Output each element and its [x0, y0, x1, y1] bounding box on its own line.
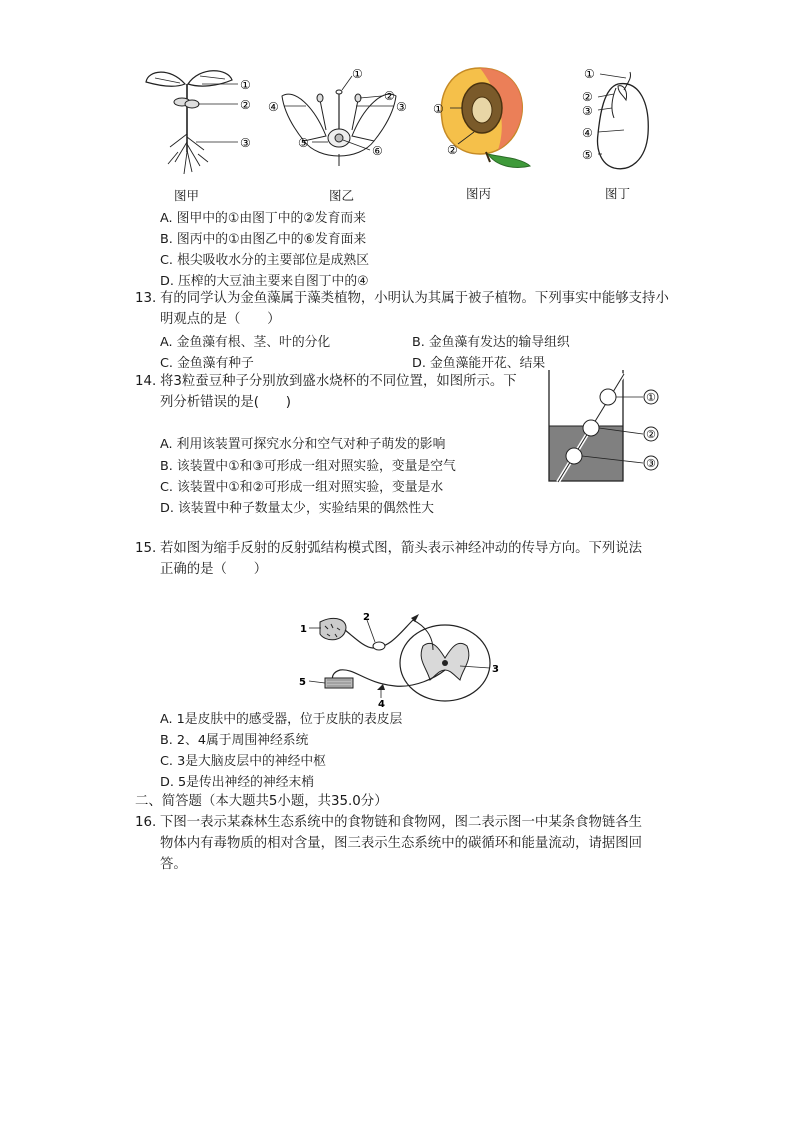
label-yi-5: ⑤	[298, 136, 309, 150]
label-yi-4: ④	[268, 100, 279, 114]
figure-beaker-seeds	[540, 370, 670, 485]
q12-option-b[interactable]: B. 图丙中的①由图乙中的⑥发育面来	[160, 232, 367, 247]
caption-jia: 图甲	[174, 188, 200, 203]
q13-option-c[interactable]: C. 金鱼藻有种子	[160, 356, 254, 371]
label-ding-2: ②	[582, 90, 593, 104]
q14-text-line1: 将3粒蚕豆种子分别放到盛水烧杯的不同位置，如图所示。下	[160, 374, 517, 389]
label-yi-2: ②	[384, 89, 395, 103]
q15-option-d[interactable]: D. 5是传出神经的神经末梢	[160, 775, 315, 790]
label-yi-6: ⑥	[372, 144, 383, 158]
label-bing-2: ②	[447, 143, 458, 157]
figure-yi-flower	[264, 66, 414, 166]
caption-yi: 图乙	[329, 188, 355, 203]
q12-option-d[interactable]: D. 压榨的大豆油主要来自图丁中的④	[160, 274, 369, 289]
beaker-label-1: ①	[646, 391, 656, 404]
section-title: 二、简答题（本大题共5小题，共35.0分）	[135, 794, 388, 809]
q16-text-line3: 答。	[160, 857, 187, 872]
beaker-label-2: ②	[646, 428, 656, 441]
reflex-label-1: 1	[300, 624, 307, 635]
label-ding-1: ①	[584, 67, 595, 81]
caption-ding: 图丁	[605, 186, 631, 201]
q15-option-a[interactable]: A. 1是皮肤中的感受器，位于皮肤的表皮层	[160, 712, 403, 727]
q15-option-b[interactable]: B. 2、4属于周围神经系统	[160, 733, 309, 748]
q14-text-line2: 列分析错误的是( )	[160, 395, 291, 410]
label-jia-3: ③	[240, 136, 251, 150]
label-jia-1: ①	[240, 78, 251, 92]
q16-number: 16.	[135, 815, 157, 830]
figure-ding-bean	[578, 64, 663, 179]
q14-option-c[interactable]: C. 该装置中①和②可形成一组对照实验，变量是水	[160, 480, 444, 495]
q12-option-c[interactable]: C. 根尖吸收水分的主要部位是成熟区	[160, 253, 370, 268]
caption-bing: 图丙	[466, 186, 492, 201]
q14-option-d[interactable]: D. 该装置中种子数量太少，实验结果的偶然性大	[160, 501, 434, 516]
q15-number: 15.	[135, 541, 157, 556]
label-ding-5: ⑤	[582, 148, 593, 162]
q14-option-b[interactable]: B. 该装置中①和③可形成一组对照实验，变量是空气	[160, 459, 456, 474]
reflex-label-5: 5	[299, 677, 306, 688]
label-yi-3: ③	[396, 100, 407, 114]
q16-text-line1: 下图一表示某森林生态系统中的食物链和食物网，图二表示图一中某条食物链各生	[160, 815, 643, 830]
figure-jia-seedling	[140, 62, 265, 182]
reflex-label-2: 2	[363, 612, 370, 623]
q12-option-a[interactable]: A. 图甲中的①由图丁中的②发育而来	[160, 211, 366, 226]
label-jia-2: ②	[240, 98, 251, 112]
q14-option-a[interactable]: A. 利用该装置可探究水分和空气对种子萌发的影响	[160, 437, 446, 452]
q15-option-c[interactable]: C. 3是大脑皮层中的神经中枢	[160, 754, 326, 769]
reflex-label-3: 3	[492, 664, 499, 675]
q15-text-line1: 若如图为缩手反射的反射弧结构模式图，箭头表示神经冲动的传导方向。下列说法	[160, 541, 643, 556]
q15-text-line2: 正确的是（ ）	[160, 562, 268, 577]
q13-text: 有的同学认为金鱼藻属于藻类植物，小明认为其属于被子植物。下列事实中能够支持小明观点的是（ ）	[160, 291, 669, 327]
q14-number: 14.	[135, 374, 157, 389]
q13-option-a[interactable]: A. 金鱼藻有根、茎、叶的分化	[160, 335, 331, 350]
label-ding-4: ④	[582, 126, 593, 140]
figure-bing-peach	[430, 62, 535, 177]
label-bing-1: ①	[433, 102, 444, 116]
beaker-label-3: ③	[646, 457, 656, 470]
q13-number: 13.	[135, 291, 157, 306]
q13-option-b[interactable]: B. 金鱼藻有发达的输导组织	[412, 335, 570, 350]
figure-reflex-arc	[295, 608, 505, 708]
reflex-label-4: 4	[378, 699, 385, 708]
label-yi-1: ①	[352, 67, 363, 81]
q16-text-line2: 物体内有毒物质的相对含量，图三表示生态系统中的碳循环和能量流动，请据图回	[160, 836, 643, 851]
q13-option-d[interactable]: D. 金鱼藻能开花、结果	[412, 356, 546, 371]
label-ding-3: ③	[582, 104, 593, 118]
